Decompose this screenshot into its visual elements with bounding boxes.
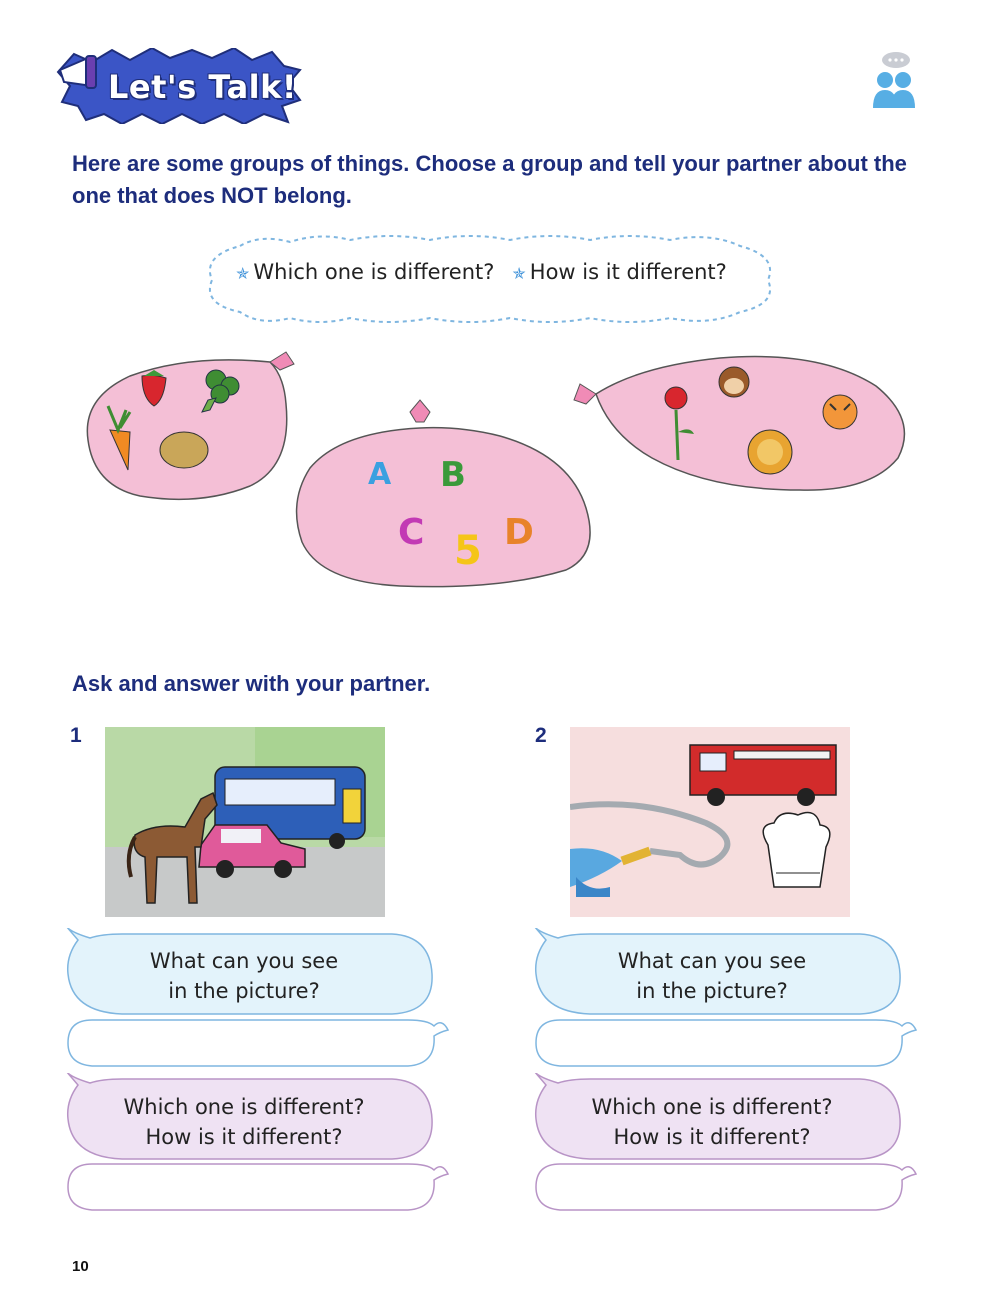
instruction-groups: Here are some groups of things. Choose a group and tell your partner about the one that does NOT belong. — [72, 151, 907, 208]
answer-bubble-1a[interactable] — [62, 1016, 452, 1072]
scene-picture-2 — [570, 727, 850, 917]
item-number-2: 2 — [535, 724, 547, 747]
question-2a-text — [530, 946, 894, 1006]
digit-5: 5 — [454, 528, 482, 574]
item-number-1: 1 — [70, 724, 82, 747]
badge-label: Let's Talk! — [108, 68, 298, 106]
question-2b-text — [530, 1092, 894, 1152]
balloon-animals — [574, 357, 904, 491]
scene-picture-1 — [105, 727, 385, 917]
question-line: How is it different? — [613, 1125, 811, 1149]
answer-bubble-2b[interactable] — [530, 1160, 920, 1216]
letter-d: D — [504, 512, 534, 553]
page-number: 10 — [72, 1258, 89, 1275]
question-line: Which one is different? — [123, 1095, 365, 1119]
question-line: How is it different? — [145, 1125, 343, 1149]
star-icon: ✯ — [512, 264, 526, 283]
pair-talk-icon — [870, 50, 918, 110]
answer-bubble-1b[interactable] — [62, 1160, 452, 1216]
balloon-foods — [87, 352, 294, 499]
chef-hat-icon — [763, 813, 830, 887]
balloon-groups — [80, 340, 920, 590]
question-line: What can you see — [617, 949, 807, 973]
letter-c: C — [398, 512, 425, 553]
monkey-icon — [719, 367, 749, 397]
question-1a-text — [62, 946, 426, 1006]
question-line: in the picture? — [168, 979, 320, 1003]
prompt-how: How is it different? — [529, 260, 727, 284]
instruction-pairs: Ask and answer with your partner. — [72, 671, 431, 696]
letter-a: A — [368, 457, 392, 492]
star-icon: ✯ — [236, 264, 250, 283]
lion-icon — [748, 430, 792, 474]
prompt-which: Which one is different? — [253, 260, 495, 284]
question-line: Which one is different? — [591, 1095, 833, 1119]
answer-bubble-2a[interactable] — [530, 1016, 920, 1072]
question-line: What can you see — [149, 949, 339, 973]
letter-b: B — [440, 455, 466, 495]
question-1b-text — [62, 1092, 426, 1152]
tiger-icon — [823, 395, 857, 429]
balloon-letters — [297, 400, 591, 587]
potato-icon — [160, 432, 208, 468]
question-line: in the picture? — [636, 979, 788, 1003]
prompt-cloud-text — [236, 260, 756, 284]
